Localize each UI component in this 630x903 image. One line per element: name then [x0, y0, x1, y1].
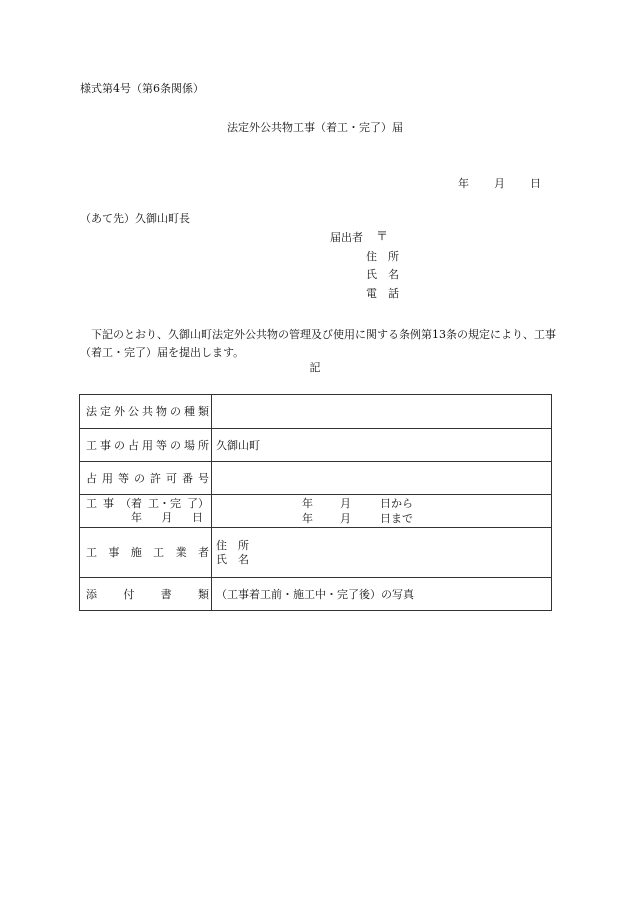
- postal-mark-icon: 〒: [376, 229, 389, 243]
- work-dates-field[interactable]: [212, 495, 552, 528]
- label-char: 物: [156, 405, 167, 418]
- label-char: 用: [102, 471, 113, 485]
- document-title: 法定外公共物工事（着工・完了）届: [227, 121, 403, 134]
- label-char: 工: [86, 438, 97, 452]
- contractor-label: [80, 528, 212, 578]
- table-row: [80, 495, 552, 528]
- label-char: 事: [100, 438, 111, 452]
- start-day-label: 日から: [380, 497, 413, 510]
- label-char: 法: [86, 405, 97, 418]
- form-number-label: 様式第4号（第6条関係）: [80, 82, 204, 95]
- label-char: 書: [160, 587, 172, 601]
- table-row: [80, 429, 552, 462]
- submission-date: [458, 178, 541, 189]
- label-char: 付: [123, 587, 135, 601]
- label-char: 了）: [187, 497, 209, 510]
- label-char: 等: [118, 471, 129, 485]
- label-char: 添: [86, 587, 97, 601]
- table-row: [80, 528, 552, 578]
- date-day-label: 日: [530, 177, 541, 190]
- label-char: 類: [197, 587, 209, 601]
- label-char: 占: [86, 471, 97, 485]
- date-month-label: 月: [494, 177, 505, 190]
- start-month-label: 月: [340, 497, 351, 510]
- public-property-type-label: [80, 395, 212, 429]
- body-text: 下記のとおり、久御山町法定外公共物の管理及び使用に関する条例第13条の規定により、工事（着工・完了）届を提出します。: [80, 328, 556, 359]
- label-char: 工: [153, 546, 165, 559]
- attachments-label: [80, 578, 212, 611]
- table-row: [80, 578, 552, 611]
- permit-number-label: [80, 462, 212, 495]
- label-char: 共: [142, 405, 153, 418]
- label-char: 定: [100, 405, 111, 418]
- submitter-phone-label: 電 話: [366, 287, 399, 300]
- label-char: 外: [114, 405, 125, 418]
- submitter-address-label: 住 所: [366, 250, 399, 263]
- submitter-label: 届出者: [330, 231, 363, 244]
- label-char: 事: [108, 546, 120, 559]
- work-location-label: [80, 429, 212, 462]
- work-dates-label: [80, 495, 212, 528]
- label-char: 月: [161, 511, 173, 524]
- label-char: の: [134, 471, 145, 485]
- start-year-label: 年: [302, 497, 313, 510]
- end-year-label: 年: [302, 512, 313, 525]
- contractor-address-label: 住 所: [216, 538, 249, 552]
- label-char: 事: [103, 497, 114, 510]
- label-char: 占: [128, 438, 139, 452]
- label-char: 工・完: [148, 497, 181, 510]
- public-property-type-field[interactable]: [212, 395, 552, 429]
- label-char: の: [170, 405, 181, 418]
- label-char: 類: [198, 405, 209, 418]
- label-char: 号: [198, 471, 209, 485]
- label-char: 年: [131, 511, 142, 524]
- table-row: [80, 395, 552, 429]
- label-char: 公: [128, 405, 139, 418]
- label-char: 番: [182, 471, 193, 485]
- label-char: 者: [197, 546, 209, 559]
- label-char: 可: [166, 471, 177, 485]
- addressee: （あて先）久御山町長: [80, 212, 190, 225]
- end-day-label: 日まで: [380, 512, 413, 525]
- label-char: 場: [184, 438, 195, 452]
- label-char: 施: [130, 546, 142, 559]
- label-char: の: [170, 438, 181, 452]
- label-char: 種: [184, 405, 195, 418]
- label-char: 用: [142, 438, 153, 452]
- label-char: （着: [120, 497, 142, 510]
- permit-number-field[interactable]: [212, 462, 552, 495]
- label-char: 工: [86, 546, 97, 559]
- work-start-date: [302, 498, 413, 509]
- label-char: 日: [192, 511, 203, 524]
- ki-heading: 記: [309, 361, 321, 374]
- label-char: 等: [156, 438, 167, 452]
- end-month-label: 月: [340, 512, 351, 525]
- label-char: 業: [175, 546, 187, 559]
- label-char: 許: [150, 471, 161, 485]
- label-char: 工: [86, 497, 97, 510]
- work-location-field[interactable]: 久御山町: [212, 429, 552, 462]
- label-char: 所: [198, 438, 209, 452]
- submitter-name-label: 氏 名: [366, 268, 399, 281]
- date-year-label: 年: [458, 177, 469, 190]
- work-end-date: [302, 513, 413, 524]
- label-char: の: [114, 438, 125, 452]
- table-row: [80, 462, 552, 495]
- contractor-field[interactable]: [212, 528, 552, 578]
- contractor-name-label: 氏 名: [216, 552, 249, 566]
- attachments-field: （工事着工前・施工中・完了後）の写真: [212, 578, 552, 611]
- application-table: [79, 394, 552, 611]
